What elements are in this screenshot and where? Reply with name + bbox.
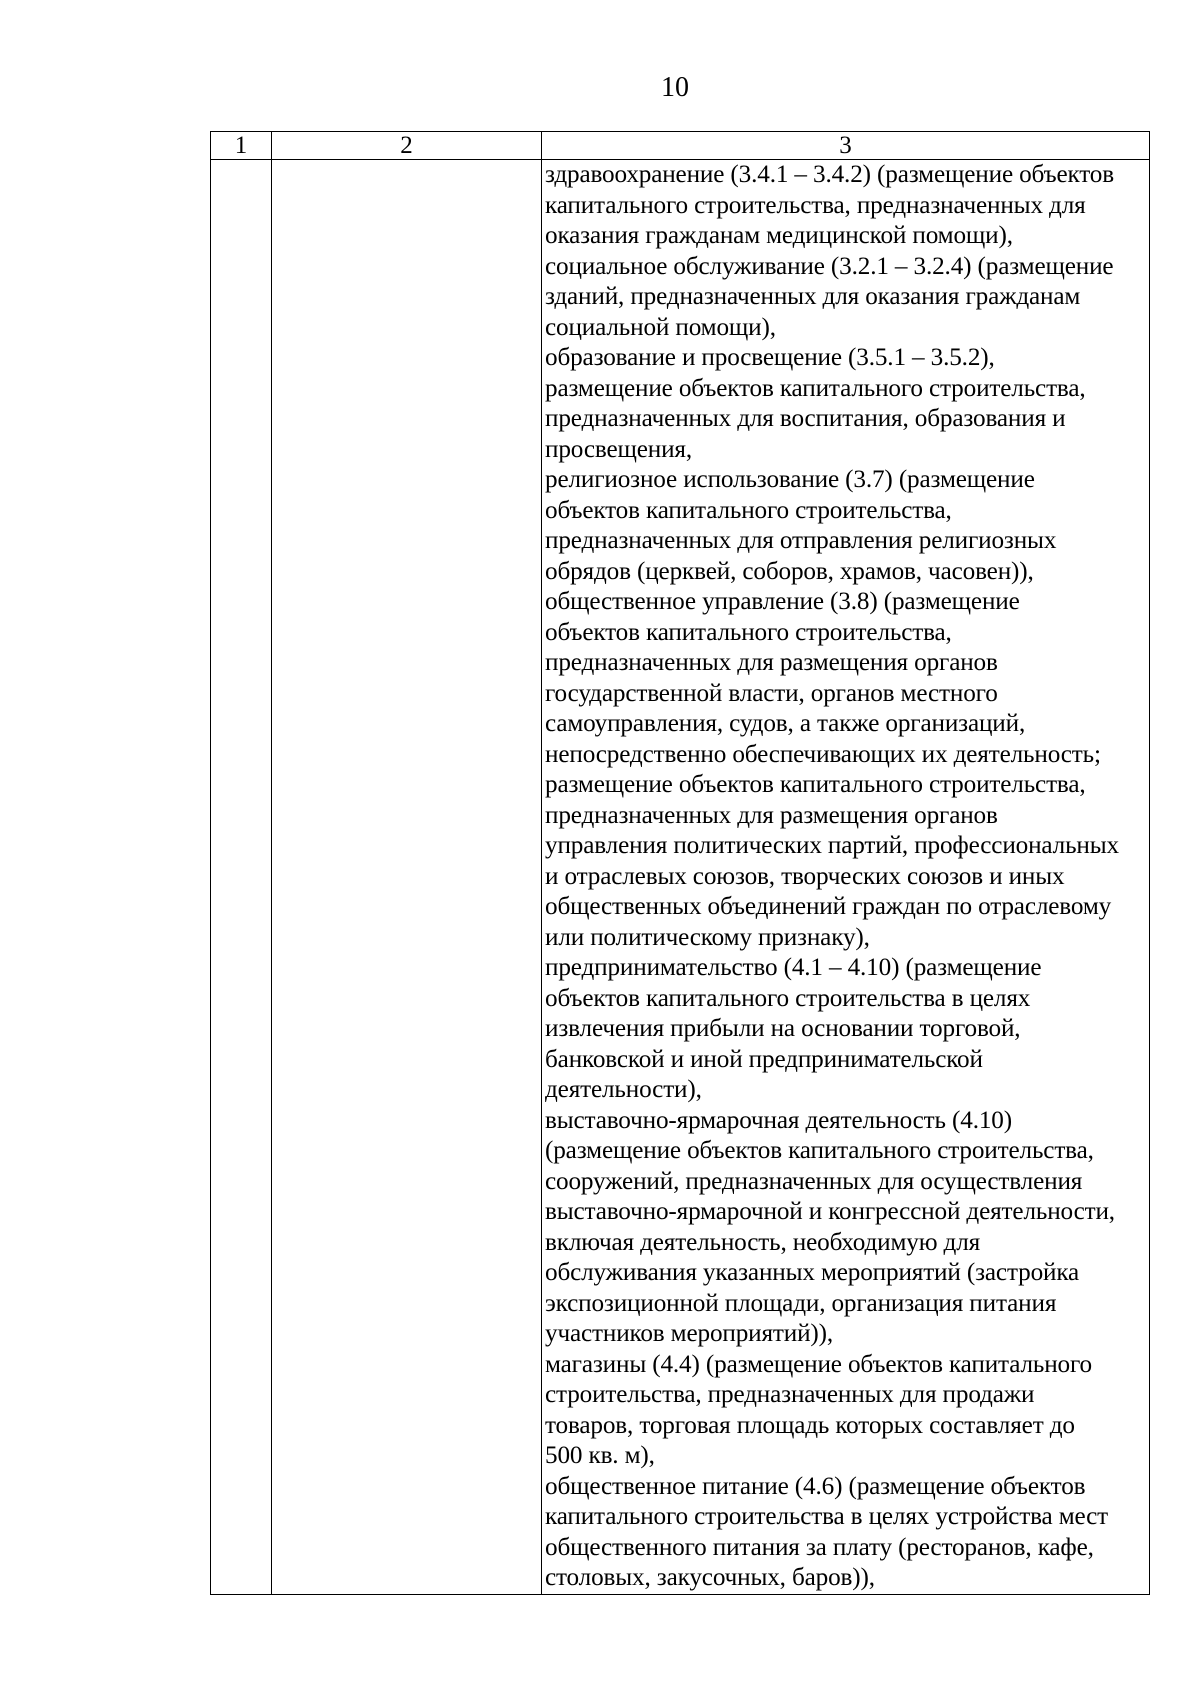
text-line: общественных объединений граждан по отраслевому [545, 893, 1112, 920]
text-line: предназначенных для размещения органов [545, 649, 998, 676]
text-line: магазины (4.4) (размещение объектов капитального [545, 1350, 1092, 1378]
permitted-uses-text [542, 160, 1149, 1594]
text-line: общественное управление (3.8) (размещение [545, 588, 1020, 615]
text-line: самоуправления, судов, а также организаций, [545, 710, 1026, 737]
text-line: размещение объектов капитального строительства, [545, 771, 1086, 798]
text-line: и отраслевых союзов, творческих союзов и иных [545, 862, 1065, 890]
table-cell-column-1 [211, 160, 272, 1595]
permitted-use-table [210, 131, 1150, 1595]
text-line: государственной власти, органов местного [545, 679, 998, 707]
text-line: социальное обслуживание (3.2.1 – 3.2.4) (размещение [545, 252, 1114, 280]
text-line: столовых, закусочных, баров)), [545, 1564, 875, 1591]
text-line: размещение объектов капитального строительства, [545, 374, 1086, 402]
text-line: выставочно-ярмарочная деятельность (4.10) [545, 1106, 1012, 1134]
text-line: объектов капитального строительства, [545, 618, 952, 646]
text-line: капитального строительства в целях устройства мест [545, 1503, 1109, 1530]
page-number: 10 [661, 72, 689, 103]
table-header-row [211, 132, 1150, 160]
text-line: зданий, предназначенных для оказания гражданам [545, 283, 1081, 310]
text-line: объектов капитального строительства, [545, 496, 952, 524]
text-line: непосредственно обеспечивающих их деятельность; [545, 740, 1101, 768]
text-line: строительства, предназначенных для продажи [545, 1381, 1035, 1408]
table-row [211, 160, 1150, 1595]
text-line: предназначенных для отправления религиозных [545, 527, 1057, 554]
text-line: товаров, торговая площадь которых составляет до [545, 1411, 1075, 1439]
text-line: здравоохранение (3.4.1 – 3.4.2) (размещение объектов [545, 161, 1114, 188]
text-line: предназначенных для размещения органов [545, 801, 998, 829]
column-header-2: 2 [272, 132, 542, 160]
text-line: социальной помощи), [545, 313, 776, 341]
text-line: предпринимательство (4.1 – 4.10) (размещение [545, 954, 1042, 981]
text-line: обслуживания указанных мероприятий (застройка [545, 1259, 1080, 1286]
text-line: капитального строительства, предназначенных для [545, 191, 1086, 219]
text-line: банковской и иной предпринимательской [545, 1045, 983, 1073]
text-line: или политическому признаку), [545, 923, 870, 951]
text-line: оказания гражданам медицинской помощи), [545, 222, 1013, 249]
column-header-1: 1 [211, 132, 272, 160]
text-line: объектов капитального строительства в целях [545, 984, 1031, 1012]
text-line: управления политических партий, профессиональных [545, 832, 1119, 859]
text-line: 500 кв. м), [545, 1442, 655, 1469]
text-line: деятельности), [545, 1076, 702, 1103]
text-line: обрядов (церквей, соборов, храмов, часовен)), [545, 557, 1034, 585]
table-cell-column-3 [542, 160, 1150, 1595]
text-line: образование и просвещение (3.5.1 – 3.5.2), [545, 344, 995, 371]
text-line: экспозиционной площади, организация питания [545, 1289, 1057, 1317]
text-line: общественное питание (4.6) (размещение объектов [545, 1472, 1086, 1500]
text-line: просвещения, [545, 435, 693, 463]
text-line: общественного питания за плату (ресторанов, кафе, [545, 1533, 1094, 1561]
text-line: (размещение объектов капитального строительства, [545, 1137, 1094, 1164]
text-line: извлечения прибыли на основании торговой, [545, 1015, 1021, 1042]
text-line: включая деятельность, необходимую для [545, 1228, 981, 1256]
column-header-3: 3 [542, 132, 1150, 160]
table-cell-column-2 [272, 160, 542, 1595]
text-line: участников мероприятий)), [545, 1320, 834, 1347]
text-line: предназначенных для воспитания, образования и [545, 405, 1066, 432]
text-line: сооружений, предназначенных для осуществления [545, 1167, 1083, 1195]
text-line: выставочно-ярмарочной и конгрессной деятельности, [545, 1198, 1115, 1225]
text-line: религиозное использование (3.7) (размещение [545, 466, 1035, 493]
